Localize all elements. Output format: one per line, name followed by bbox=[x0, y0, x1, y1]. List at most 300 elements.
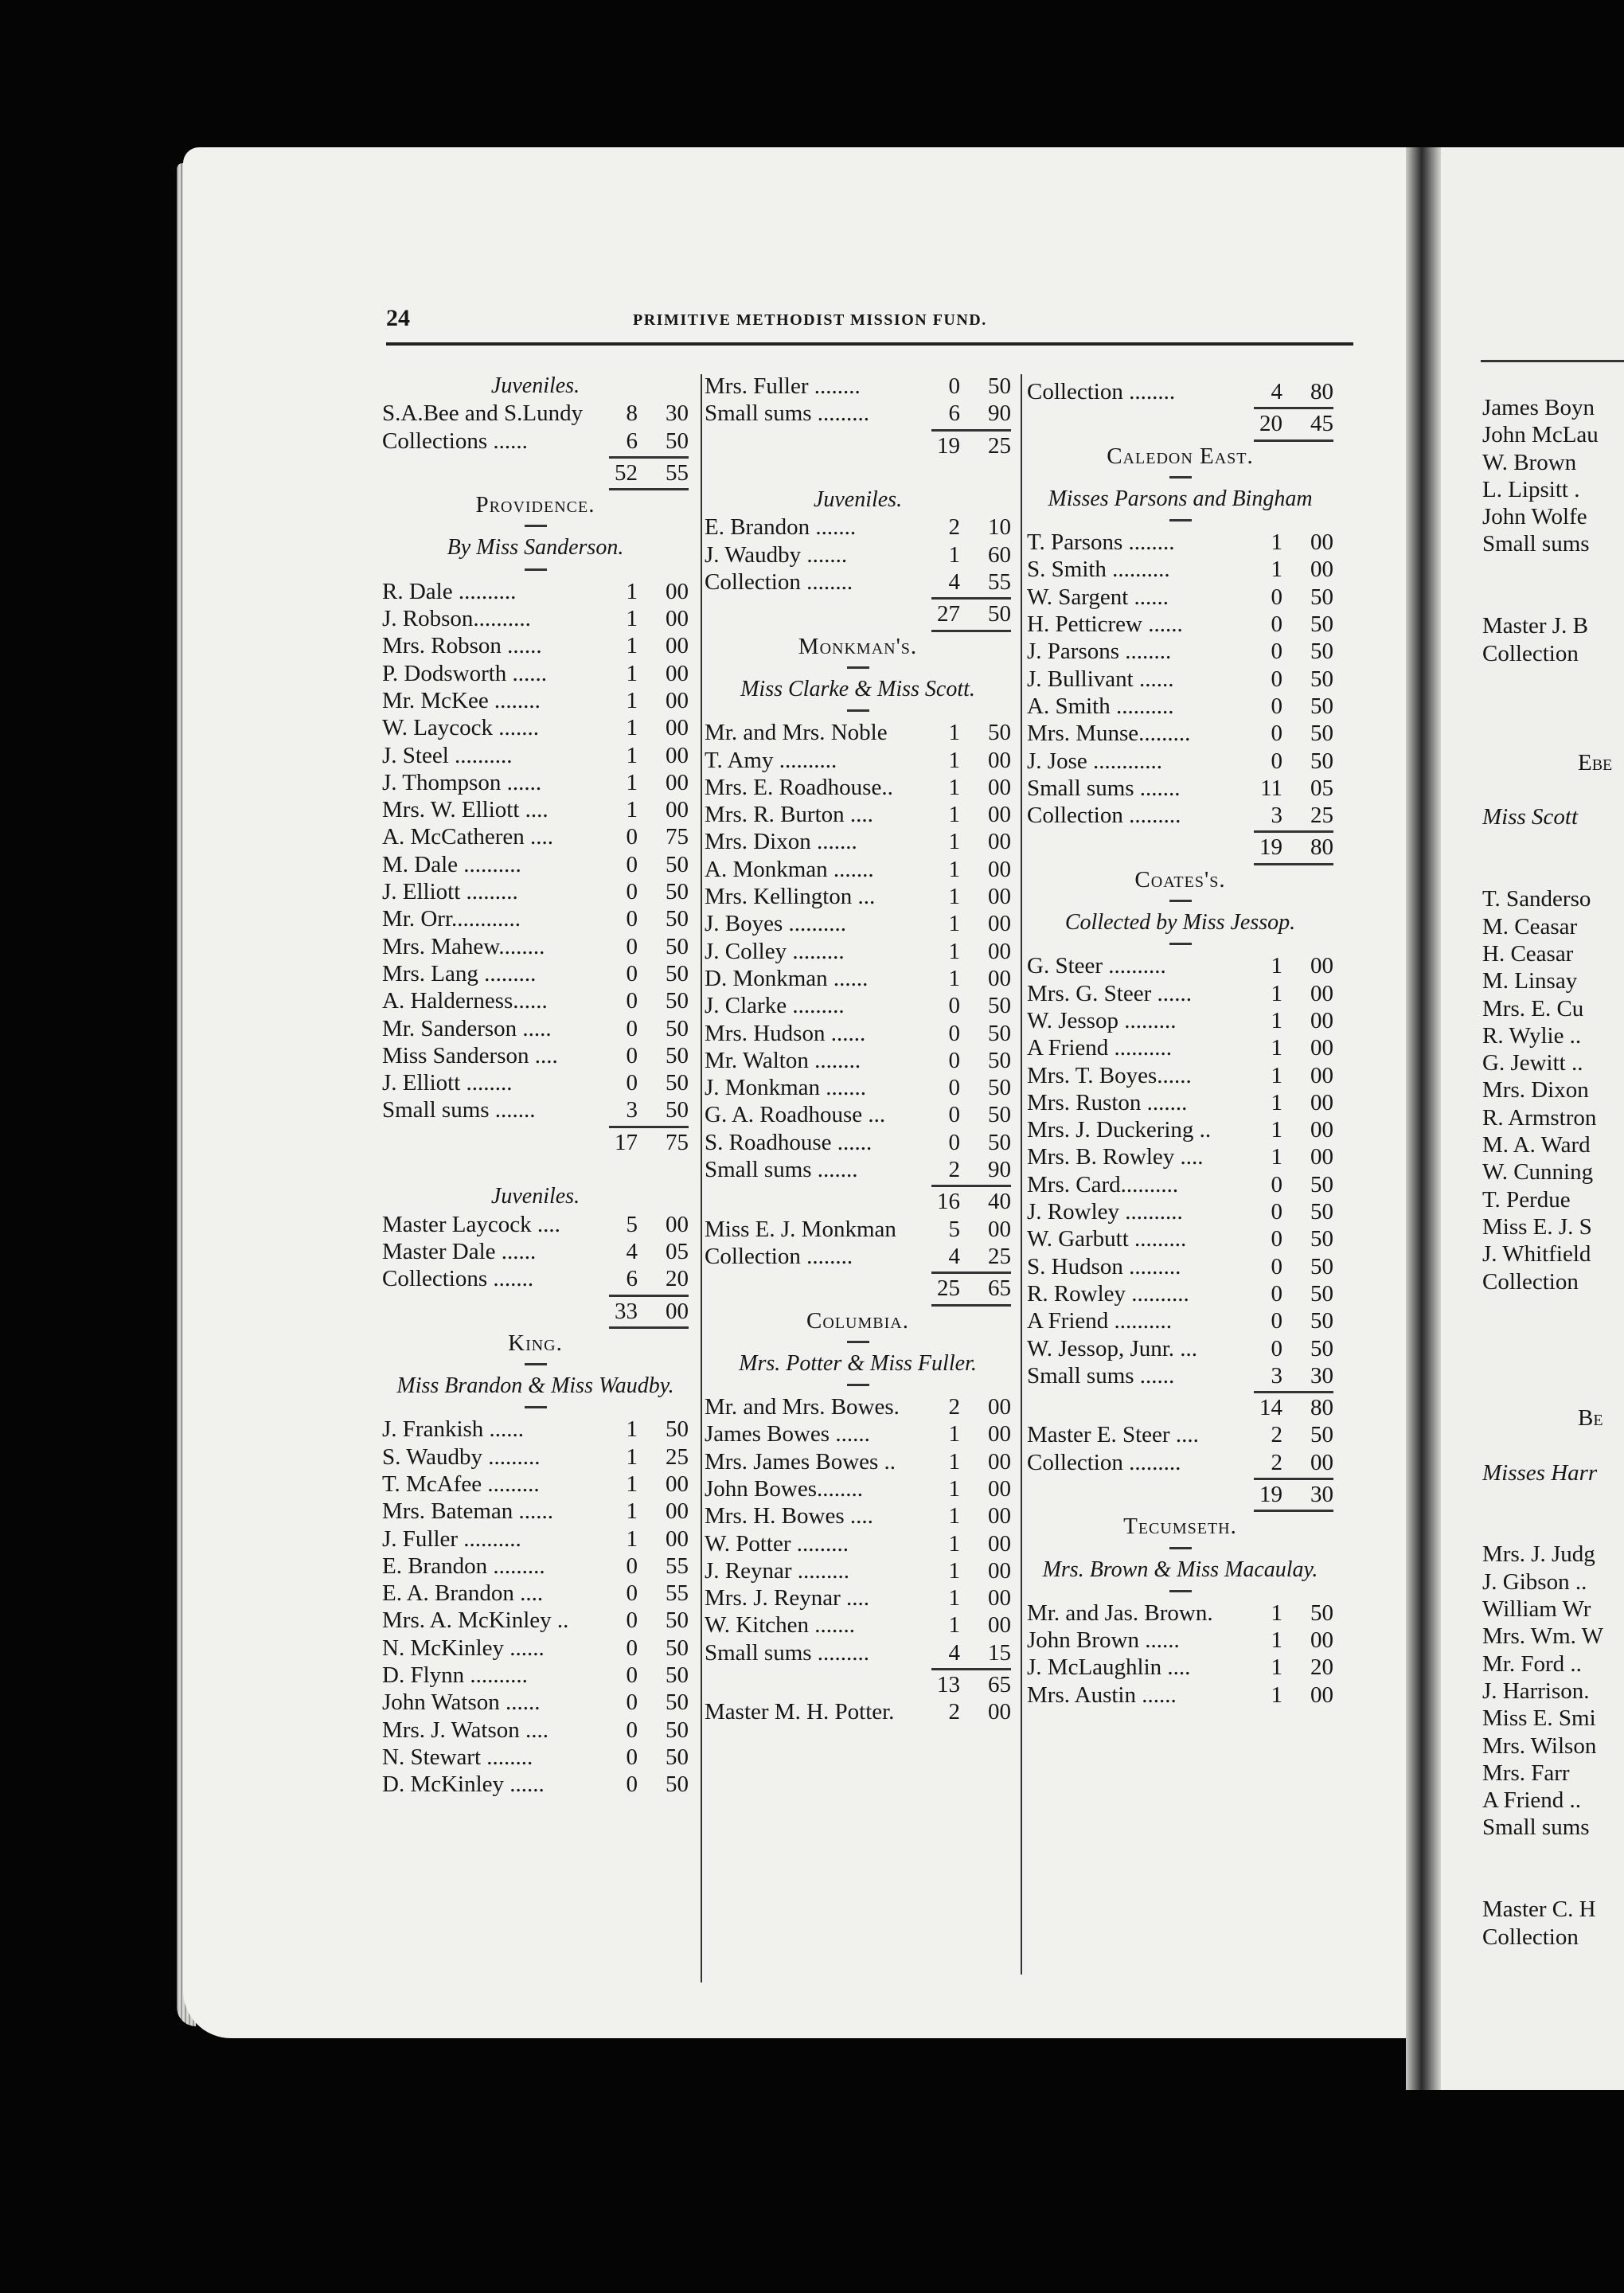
facing-entry bbox=[1482, 1514, 1624, 1541]
amount-dollars: 1 bbox=[626, 578, 638, 604]
facing-entry bbox=[1482, 831, 1624, 858]
amount-cents: 50 bbox=[1310, 1226, 1333, 1252]
amount-dollars: 4 bbox=[948, 1243, 960, 1269]
page-header bbox=[386, 305, 1361, 337]
facing-entry: Mr. Ford .. bbox=[1482, 1650, 1582, 1677]
facing-entry: Misses Harr bbox=[1482, 1459, 1598, 1486]
contributor-name: Collection ........ bbox=[705, 1243, 853, 1269]
entry-row bbox=[382, 742, 689, 769]
amount-dollars: 1 bbox=[1271, 1007, 1282, 1033]
amount-dollars: 27 bbox=[937, 601, 960, 627]
amount-dollars: 0 bbox=[948, 1129, 960, 1155]
amount-dollars: 1 bbox=[626, 687, 638, 713]
amount-cents: 80 bbox=[1310, 834, 1333, 861]
entry-row bbox=[705, 1101, 1011, 1128]
entry-row bbox=[705, 1530, 1011, 1557]
contributor-name: J. Clarke ......... bbox=[705, 993, 845, 1019]
facing-entry: Mrs. E. Cu bbox=[1482, 995, 1584, 1021]
facing-page-entries bbox=[1482, 394, 1624, 1951]
amount-cents: 00 bbox=[988, 802, 1011, 828]
contributor-name: Mrs. T. Boyes...... bbox=[1027, 1062, 1192, 1088]
column-3 bbox=[1027, 378, 1333, 1709]
facing-entry bbox=[1482, 1322, 1624, 1350]
amount-dollars: 11 bbox=[1260, 775, 1282, 801]
amount-dollars: 0 bbox=[1271, 1171, 1282, 1197]
sum-rule bbox=[705, 1303, 1011, 1307]
amount-cents: 00 bbox=[1310, 1035, 1333, 1061]
amount-dollars: 1 bbox=[948, 1530, 960, 1557]
section-heading: Providence. bbox=[475, 492, 595, 518]
amount-dollars: 1 bbox=[1271, 1117, 1282, 1143]
amount-cents: 00 bbox=[666, 1498, 689, 1525]
contributor-name: Master Dale ...... bbox=[382, 1238, 537, 1264]
contributor-name: Small sums ......... bbox=[705, 1639, 870, 1666]
amount-cents: 50 bbox=[666, 1635, 689, 1661]
entry-row bbox=[1027, 1007, 1333, 1034]
subtotal-row bbox=[705, 600, 1011, 627]
amount-dollars: 52 bbox=[615, 459, 638, 486]
facing-entry: M. Ceasar bbox=[1482, 913, 1578, 939]
amount-cents: 00 bbox=[988, 1585, 1011, 1611]
facing-entry: William Wr bbox=[1482, 1596, 1591, 1623]
contributor-name: Collections ...... bbox=[382, 428, 528, 454]
facing-entry: A Friend .. bbox=[1482, 1787, 1582, 1814]
amount-dollars: 1 bbox=[1271, 1600, 1282, 1626]
amount-dollars: 1 bbox=[948, 1557, 960, 1584]
contributor-name: Mrs. James Bowes .. bbox=[705, 1448, 896, 1475]
amount-dollars: 1 bbox=[948, 938, 960, 964]
amount-cents: 50 bbox=[1310, 748, 1333, 774]
entry-row bbox=[382, 1265, 689, 1292]
entry-row bbox=[382, 605, 689, 632]
amount-cents: 00 bbox=[666, 742, 689, 768]
subtotal-row bbox=[705, 1188, 1011, 1215]
entry-row bbox=[382, 905, 689, 932]
amount-cents: 25 bbox=[1310, 803, 1333, 829]
sum-rule bbox=[1027, 438, 1333, 443]
amount-dollars: 1 bbox=[948, 1448, 960, 1475]
amount-dollars: 8 bbox=[626, 400, 638, 427]
contributor-name: W. Garbutt ......... bbox=[1027, 1226, 1187, 1252]
contributor-name: J. Jose ............ bbox=[1027, 748, 1162, 774]
contributor-name: D. McKinley ...... bbox=[382, 1772, 545, 1798]
entry-row bbox=[1027, 529, 1333, 556]
amount-cents: 00 bbox=[666, 578, 689, 604]
separator-dash bbox=[705, 1377, 1011, 1393]
amount-dollars: 1 bbox=[626, 1443, 638, 1470]
amount-cents: 45 bbox=[1310, 411, 1333, 437]
facing-entry bbox=[1482, 1377, 1624, 1404]
amount-cents: 30 bbox=[666, 400, 689, 427]
collector-line: Mrs. Brown & Miss Macaulay. bbox=[1042, 1557, 1318, 1582]
contributor-name: Mr. McKee ........ bbox=[382, 687, 541, 713]
entry-row bbox=[382, 1689, 689, 1716]
entry-row bbox=[705, 1156, 1011, 1183]
amount-cents: 50 bbox=[666, 1416, 689, 1443]
contributor-name: T. Amy .......... bbox=[705, 747, 837, 773]
amount-cents: 50 bbox=[988, 720, 1011, 746]
contributor-name: J. Thompson ...... bbox=[382, 769, 542, 795]
amount-cents: 00 bbox=[988, 1421, 1011, 1447]
amount-dollars: 0 bbox=[1271, 611, 1282, 638]
amount-dollars: 1 bbox=[948, 747, 960, 773]
contributor-name: S. Hudson ......... bbox=[1027, 1253, 1181, 1279]
section-heading: Monkman's. bbox=[798, 633, 918, 659]
amount-dollars: 0 bbox=[1271, 1226, 1282, 1252]
contributor-name: Small sums ....... bbox=[1027, 775, 1181, 801]
facing-entry bbox=[1482, 1869, 1624, 1896]
amount-dollars: 17 bbox=[615, 1129, 638, 1155]
amount-dollars: 1 bbox=[948, 541, 960, 568]
amount-dollars: 1 bbox=[626, 1416, 638, 1443]
facing-entry: M. Linsay bbox=[1482, 968, 1578, 994]
amount-cents: 50 bbox=[666, 879, 689, 905]
amount-cents: 00 bbox=[988, 965, 1011, 991]
entry-row bbox=[1027, 1116, 1333, 1143]
amount-cents: 25 bbox=[666, 1443, 689, 1470]
facing-entry: Small sums bbox=[1482, 1814, 1590, 1841]
amount-dollars: 33 bbox=[615, 1298, 638, 1324]
separator-dash bbox=[1027, 936, 1333, 952]
entry-row bbox=[705, 1047, 1011, 1074]
amount-cents: 50 bbox=[666, 1042, 689, 1068]
entry-row bbox=[705, 1129, 1011, 1156]
entry-row bbox=[1027, 666, 1333, 693]
entry-row bbox=[382, 428, 689, 455]
entry-row bbox=[705, 1216, 1011, 1243]
contributor-name: S.A.Bee and S.Lundy bbox=[382, 400, 584, 427]
facing-entry: H. Ceasar bbox=[1482, 940, 1574, 967]
contributor-name: Small sums ....... bbox=[382, 1097, 536, 1123]
amount-dollars: 0 bbox=[1271, 1308, 1282, 1334]
amount-dollars: 1 bbox=[626, 1525, 638, 1552]
contributor-name: T. Parsons ........ bbox=[1027, 529, 1175, 556]
separator-dash bbox=[382, 1357, 689, 1373]
amount-cents: 00 bbox=[666, 769, 689, 795]
amount-dollars: 0 bbox=[1271, 584, 1282, 610]
amount-cents: 00 bbox=[988, 884, 1011, 910]
amount-dollars: 1 bbox=[948, 1612, 960, 1639]
entry-row bbox=[705, 1639, 1011, 1666]
amount-dollars: 1 bbox=[948, 884, 960, 910]
entry-row bbox=[705, 856, 1011, 883]
amount-cents: 50 bbox=[988, 1020, 1011, 1046]
amount-cents: 20 bbox=[666, 1266, 689, 1292]
amount-dollars: 1 bbox=[1271, 1627, 1282, 1654]
amount-dollars: 1 bbox=[1271, 1682, 1282, 1708]
sum-rule bbox=[382, 486, 689, 491]
amount-dollars: 0 bbox=[1271, 639, 1282, 665]
subtotal-row bbox=[382, 1129, 689, 1156]
separator-dash bbox=[1027, 893, 1333, 909]
entry-row bbox=[1027, 378, 1333, 405]
contributor-name: W. Kitchen ....... bbox=[705, 1612, 856, 1639]
entry-row bbox=[1027, 1034, 1333, 1061]
contributor-name: A Friend .......... bbox=[1027, 1035, 1173, 1061]
amount-cents: 50 bbox=[988, 1075, 1011, 1101]
facing-entry: Collection bbox=[1482, 1268, 1579, 1295]
contributor-name: Mrs. Mahew........ bbox=[382, 933, 545, 959]
amount-cents: 10 bbox=[988, 514, 1011, 541]
entry-row bbox=[1027, 1171, 1333, 1198]
contributor-name: Mrs. Fuller ........ bbox=[705, 373, 861, 399]
facing-entry: Mrs. J. Judg bbox=[1482, 1541, 1595, 1568]
entry-row bbox=[1027, 1449, 1333, 1476]
facing-entry bbox=[1482, 1842, 1624, 1869]
entry-row bbox=[1027, 1062, 1333, 1089]
amount-dollars: 0 bbox=[626, 1070, 638, 1096]
entry-row bbox=[705, 1557, 1011, 1584]
amount-dollars: 0 bbox=[626, 1717, 638, 1743]
amount-dollars: 1 bbox=[1271, 1654, 1282, 1681]
subtotal-row bbox=[382, 459, 689, 486]
entry-row bbox=[705, 1584, 1011, 1611]
amount-cents: 00 bbox=[1310, 1144, 1333, 1170]
entry-row bbox=[1027, 1253, 1333, 1280]
amount-cents: 00 bbox=[988, 1216, 1011, 1242]
contributor-name: Mrs. Munse......... bbox=[1027, 721, 1191, 747]
contributor-name: A. Monkman ....... bbox=[705, 856, 874, 882]
contributor-name: Small sums ....... bbox=[705, 1157, 858, 1183]
amount-cents: 50 bbox=[666, 1717, 689, 1743]
entry-row bbox=[382, 1096, 689, 1123]
facing-entry bbox=[1482, 1486, 1624, 1514]
contributor-name: J. Robson.......... bbox=[382, 606, 531, 632]
entry-row bbox=[1027, 952, 1333, 979]
collector-line: By Miss Sanderson. bbox=[447, 535, 624, 561]
entry-row bbox=[705, 1243, 1011, 1270]
contributor-name: Mr. and Mrs. Bowes. bbox=[705, 1394, 900, 1420]
subtotal-row bbox=[705, 1275, 1011, 1302]
amount-cents: 15 bbox=[988, 1639, 1011, 1666]
entry-row bbox=[382, 1525, 689, 1553]
contributor-name: W. Jessop ......... bbox=[1027, 1007, 1177, 1033]
amount-cents: 55 bbox=[988, 569, 1011, 596]
amount-cents: 50 bbox=[666, 1607, 689, 1634]
amount-dollars: 1 bbox=[626, 1498, 638, 1525]
contributor-name: A Friend .......... bbox=[1027, 1308, 1173, 1334]
amount-cents: 00 bbox=[1310, 1682, 1333, 1708]
amount-cents: 00 bbox=[666, 797, 689, 823]
amount-dollars: 0 bbox=[626, 1580, 638, 1607]
entry-row bbox=[705, 938, 1011, 965]
amount-dollars: 3 bbox=[1271, 1362, 1282, 1389]
contributor-name: Mrs. Card.......... bbox=[1027, 1171, 1179, 1197]
amount-dollars: 1 bbox=[1271, 1089, 1282, 1115]
entry-row bbox=[705, 1020, 1011, 1047]
facing-entry: John McLau bbox=[1482, 422, 1599, 448]
contributor-name: John Watson ...... bbox=[382, 1689, 541, 1716]
contributor-name: D. Flynn .......... bbox=[382, 1662, 528, 1689]
amount-dollars: 1 bbox=[1271, 953, 1282, 979]
entry-row bbox=[382, 1553, 689, 1580]
separator-dash bbox=[1027, 1541, 1333, 1557]
contributor-name: Mrs. J. Watson .... bbox=[382, 1717, 549, 1743]
amount-dollars: 6 bbox=[948, 400, 960, 427]
amount-cents: 00 bbox=[988, 1557, 1011, 1584]
subtotal-row bbox=[1027, 834, 1333, 861]
entry-row bbox=[1027, 556, 1333, 583]
amount-dollars: 2 bbox=[1271, 1449, 1282, 1475]
amount-cents: 50 bbox=[666, 1015, 689, 1041]
amount-dollars: 0 bbox=[1271, 1199, 1282, 1225]
amount-cents: 50 bbox=[666, 1772, 689, 1798]
sum-rule bbox=[1027, 1508, 1333, 1513]
amount-dollars: 3 bbox=[1271, 803, 1282, 829]
section-heading: Coates's. bbox=[1134, 866, 1226, 893]
entry-row bbox=[382, 1042, 689, 1069]
entry-row bbox=[705, 801, 1011, 828]
contributor-name: Mrs. Hudson ...... bbox=[705, 1020, 866, 1046]
facing-entry: T. Perdue bbox=[1482, 1186, 1571, 1213]
amount-cents: 00 bbox=[1310, 980, 1333, 1006]
amount-dollars: 0 bbox=[626, 906, 638, 932]
amount-cents: 00 bbox=[988, 1475, 1011, 1502]
entry-row bbox=[382, 796, 689, 823]
amount-cents: 00 bbox=[666, 1298, 689, 1324]
separator-dash bbox=[382, 1400, 689, 1416]
entry-row bbox=[382, 769, 689, 796]
contributor-name: Mrs. J. Duckering .. bbox=[1027, 1117, 1212, 1143]
entry-row bbox=[1027, 1198, 1333, 1225]
contributor-name: John Bowes........ bbox=[705, 1475, 863, 1502]
amount-cents: 50 bbox=[988, 373, 1011, 399]
contributor-name: Master M. H. Potter. bbox=[705, 1699, 895, 1725]
contributor-name: J. Elliott ........ bbox=[382, 1070, 513, 1096]
entry-row bbox=[705, 1502, 1011, 1529]
facing-entry: J. Harrison. bbox=[1482, 1678, 1590, 1704]
facing-entry bbox=[1482, 1295, 1624, 1322]
amount-dollars: 1 bbox=[1271, 529, 1282, 556]
entry-row bbox=[1027, 980, 1333, 1007]
amount-cents: 50 bbox=[666, 428, 689, 454]
facing-entry bbox=[1482, 585, 1624, 612]
amount-cents: 50 bbox=[1310, 1253, 1333, 1279]
facing-entry: W. Cunning bbox=[1482, 1159, 1594, 1186]
amount-cents: 50 bbox=[1310, 1335, 1333, 1361]
contributor-name: J. Bullivant ...... bbox=[1027, 666, 1174, 692]
contributor-name: Mrs. E. Roadhouse.. bbox=[705, 774, 893, 800]
amount-dollars: 6 bbox=[626, 428, 638, 454]
amount-cents: 00 bbox=[666, 1525, 689, 1552]
amount-dollars: 1 bbox=[948, 965, 960, 991]
amount-cents: 90 bbox=[988, 1157, 1011, 1183]
amount-cents: 00 bbox=[1310, 557, 1333, 583]
entry-row bbox=[705, 965, 1011, 992]
facing-entry: John Wolfe bbox=[1482, 504, 1587, 530]
amount-cents: 50 bbox=[1310, 1171, 1333, 1197]
amount-cents: 00 bbox=[988, 747, 1011, 773]
entry-row bbox=[1027, 1600, 1333, 1627]
contributor-name: Mrs. G. Steer ...... bbox=[1027, 980, 1193, 1006]
entry-row bbox=[1027, 720, 1333, 747]
entry-row bbox=[382, 1771, 689, 1798]
contributor-name: Master E. Steer .... bbox=[1027, 1422, 1199, 1448]
contributor-name: G. A. Roadhouse ... bbox=[705, 1102, 886, 1128]
facing-entry: Ebe bbox=[1578, 749, 1613, 775]
amount-dollars: 14 bbox=[1259, 1395, 1282, 1421]
collector-line: Mrs. Potter & Miss Fuller. bbox=[739, 1350, 977, 1376]
entry-row bbox=[382, 1662, 689, 1689]
amount-cents: 05 bbox=[666, 1238, 689, 1264]
amount-cents: 50 bbox=[1310, 721, 1333, 747]
entry-row bbox=[382, 1607, 689, 1634]
separator-dash bbox=[705, 703, 1011, 719]
facing-entry: Mrs. Farr bbox=[1482, 1760, 1570, 1786]
entry-row bbox=[382, 632, 689, 659]
contributor-name: Mr. and Jas. Brown. bbox=[1027, 1600, 1213, 1626]
entry-row bbox=[1027, 693, 1333, 720]
amount-dollars: 1 bbox=[626, 769, 638, 795]
amount-cents: 40 bbox=[988, 1189, 1011, 1215]
facing-entry bbox=[1482, 558, 1624, 585]
contributor-name: W. Jessop, Junr. ... bbox=[1027, 1335, 1198, 1361]
amount-cents: 00 bbox=[666, 660, 689, 686]
entry-row bbox=[705, 747, 1011, 774]
amount-cents: 60 bbox=[988, 541, 1011, 568]
entry-row bbox=[1027, 802, 1333, 829]
separator-dash bbox=[705, 1334, 1011, 1350]
amount-cents: 00 bbox=[666, 1211, 689, 1237]
amount-cents: 20 bbox=[1310, 1654, 1333, 1681]
contributor-name: Small sums ......... bbox=[705, 400, 870, 427]
contributor-name: J. Monkman ....... bbox=[705, 1075, 866, 1101]
contributor-name: J. Fuller .......... bbox=[382, 1525, 521, 1552]
facing-entry: Miss Scott bbox=[1482, 804, 1579, 830]
column-2 bbox=[705, 373, 1011, 1726]
amount-cents: 30 bbox=[1310, 1362, 1333, 1389]
subtotal-row bbox=[705, 1671, 1011, 1698]
subtotal-row bbox=[382, 1298, 689, 1325]
amount-dollars: 1 bbox=[626, 715, 638, 741]
amount-dollars: 19 bbox=[1259, 834, 1282, 861]
separator-dash bbox=[382, 562, 689, 578]
amount-dollars: 1 bbox=[1271, 1035, 1282, 1061]
contributor-name: A. Smith .......... bbox=[1027, 693, 1174, 719]
amount-dollars: 0 bbox=[626, 1553, 638, 1579]
contributor-name: W. Laycock ....... bbox=[382, 715, 540, 741]
entry-row bbox=[705, 774, 1011, 801]
entry-row bbox=[382, 878, 689, 905]
contributor-name: J. Boyes .......... bbox=[705, 911, 847, 937]
sum-rule bbox=[1027, 861, 1333, 866]
section-heading: Tecumseth. bbox=[1123, 1514, 1237, 1540]
amount-dollars: 1 bbox=[1271, 557, 1282, 583]
contributor-name: N. McKinley ...... bbox=[382, 1635, 545, 1661]
amount-dollars: 1 bbox=[948, 911, 960, 937]
entry-row bbox=[382, 578, 689, 605]
facing-entry: J. Gibson .. bbox=[1482, 1568, 1587, 1595]
amount-cents: 00 bbox=[988, 1530, 1011, 1557]
entry-row bbox=[382, 1416, 689, 1443]
amount-dollars: 0 bbox=[626, 1744, 638, 1770]
section-heading: King. bbox=[508, 1330, 563, 1356]
contributor-name: E. A. Brandon .... bbox=[382, 1580, 544, 1607]
entry-row bbox=[705, 1420, 1011, 1447]
entry-row bbox=[705, 400, 1011, 427]
facing-entry: M. A. Ward bbox=[1482, 1132, 1591, 1158]
amount-cents: 00 bbox=[1310, 953, 1333, 979]
contributor-name: S. Roadhouse ...... bbox=[705, 1129, 873, 1155]
amount-dollars: 1 bbox=[948, 1585, 960, 1611]
amount-cents: 00 bbox=[988, 774, 1011, 800]
amount-cents: 00 bbox=[988, 1503, 1011, 1529]
amount-dollars: 3 bbox=[626, 1097, 638, 1123]
amount-dollars: 2 bbox=[1271, 1422, 1282, 1448]
separator-dash bbox=[382, 518, 689, 534]
contributor-name: H. Petticrew ...... bbox=[1027, 611, 1183, 638]
entry-row bbox=[705, 1074, 1011, 1101]
